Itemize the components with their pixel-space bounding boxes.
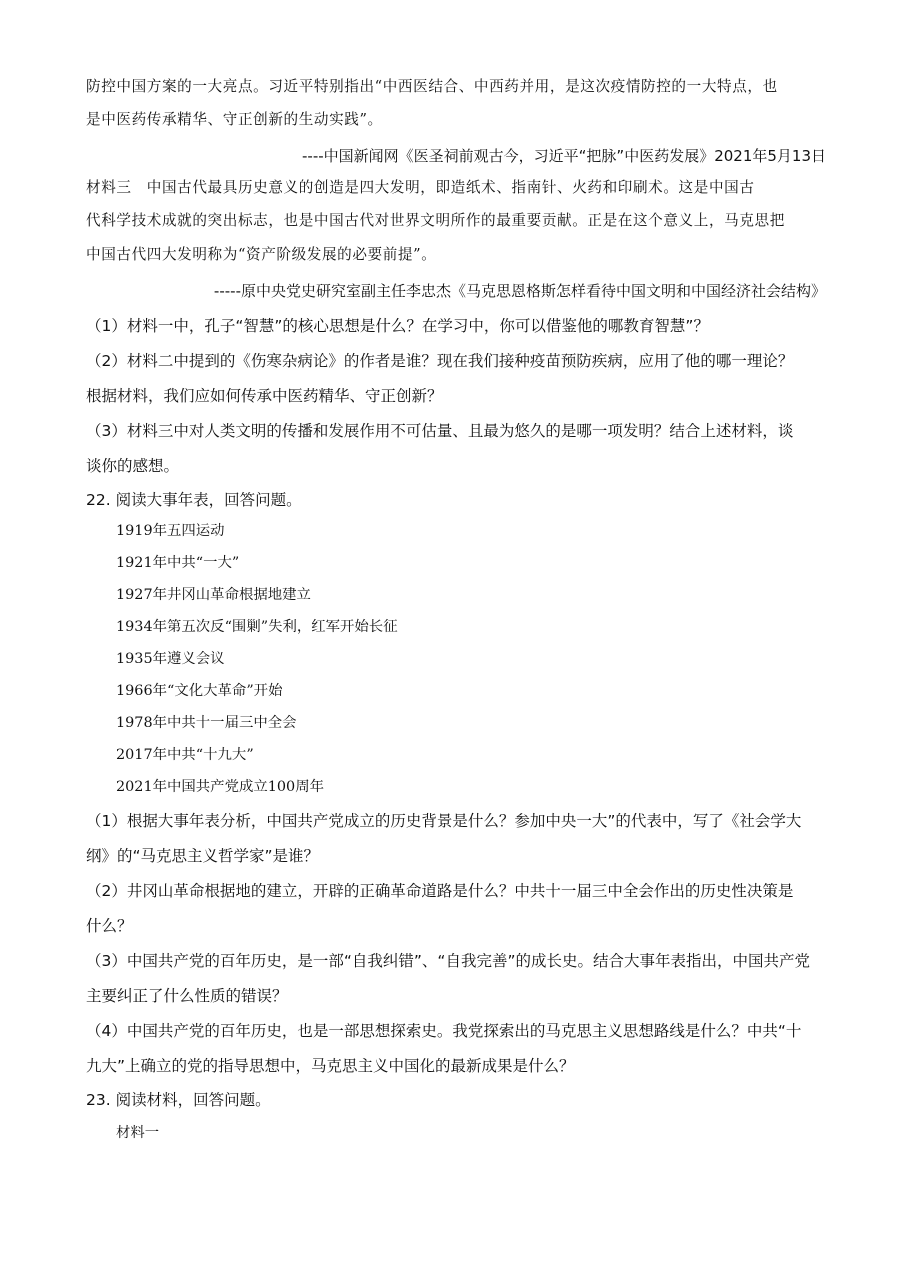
q22-part4-line: （4）中国共产党的百年历史，也是一部思想探索史。我党探索出的马克思主义思想路线是什么？中共“十 bbox=[86, 1022, 802, 1040]
q22-part3-line: 主要纠正了什么性质的错误？ bbox=[86, 987, 288, 1005]
q21-part2-line: 根据材料，我们应如何传承中医药精华、守正创新？ bbox=[86, 387, 443, 405]
q22-part2-line: （2）井冈山革命根据地的建立，开辟的正确革命道路是什么？中共十一届三中全会作出的历史性决策是 bbox=[86, 882, 794, 900]
q22-part4-line: 九大”上确立的党的指导思想中，马克思主义中国化的最新成果是什么？ bbox=[86, 1057, 575, 1075]
material3-text-line: 材料三 中国古代最具历史意义的创造是四大发明，即造纸术、指南针、火药和印刷术。这是中国古 bbox=[86, 179, 755, 196]
q22-part3-line: （3）中国共产党的百年历史，是一部“自我纠错”、“自我完善”的成长史。结合大事年表指出，中国共产党 bbox=[86, 952, 810, 970]
timeline-item: 1978年中共十一届三中全会 bbox=[116, 715, 297, 731]
q22-part1-line: 纲》的“马克思主义哲学家”是谁？ bbox=[86, 847, 320, 865]
timeline-item: 1966年“文化大革命”开始 bbox=[116, 683, 283, 699]
timeline-item: 2017年中共“十九大” bbox=[116, 747, 254, 763]
material3-source: -----原中央党史研究室副主任李忠杰《马克思恩格斯怎样看待中国文明和中国经济社会结构》 bbox=[213, 282, 826, 300]
timeline-item: 1927年井冈山革命根据地建立 bbox=[116, 587, 311, 603]
q21-part3-line: 谈你的感想。 bbox=[86, 457, 180, 475]
timeline-item: 1935年遵义会议 bbox=[116, 651, 225, 667]
q21-part1: （1）材料一中，孔子“智慧”的核心思想是什么？在学习中，你可以借鉴他的哪教育智慧”？ bbox=[86, 317, 709, 335]
material3-text-line: 中国古代四大发明称为“资产阶级发展的必要前提”。 bbox=[86, 246, 437, 263]
q23-material1-label: 材料一 bbox=[116, 1125, 160, 1141]
q22-header: 22. 阅读大事年表，回答问题。 bbox=[86, 491, 302, 509]
timeline-item: 2021年中国共产党成立100周年 bbox=[116, 779, 324, 795]
timeline-item: 1919年五四运动 bbox=[116, 523, 225, 539]
q22-part2-line: 什么？ bbox=[86, 917, 133, 935]
material3-text-line: 代科学技术成就的突出标志，也是中国古代对世界文明所作的最重要贡献。正是在这个意义上，马克思把 bbox=[86, 212, 785, 229]
timeline-item: 1934年第五次反“围剿”失利，红军开始长征 bbox=[116, 619, 398, 635]
q23-header: 23. 阅读材料，回答问题。 bbox=[86, 1091, 271, 1109]
material2-source: ----中国新闻网《医圣祠前观古今，习近平“把脉”中医药发展》2021年5月13日 bbox=[302, 147, 826, 165]
q21-part2-line: （2）材料二中提到的《伤寒杂病论》的作者是谁？现在我们接种疫苗预防疾病，应用了他的哪一理论？ bbox=[86, 352, 794, 370]
material2-text-line: 防控中国方案的一大亮点。习近平特别指出“中西医结合、中西药并用，是这次疫情防控的一大特点，也 bbox=[86, 78, 778, 95]
q22-part1-line: （1）根据大事年表分析，中国共产党成立的历史背景是什么？参加中央一大”的代表中，写了《社会学大 bbox=[86, 812, 802, 830]
material2-text-line: 是中医药传承精华、守正创新的生动实践”。 bbox=[86, 111, 383, 128]
q21-part3-line: （3）材料三中对人类文明的传播和发展作用不可估量、且最为悠久的是哪一项发明？结合上述材料，谈 bbox=[86, 422, 794, 440]
timeline-item: 1921年中共“一大” bbox=[116, 555, 240, 571]
